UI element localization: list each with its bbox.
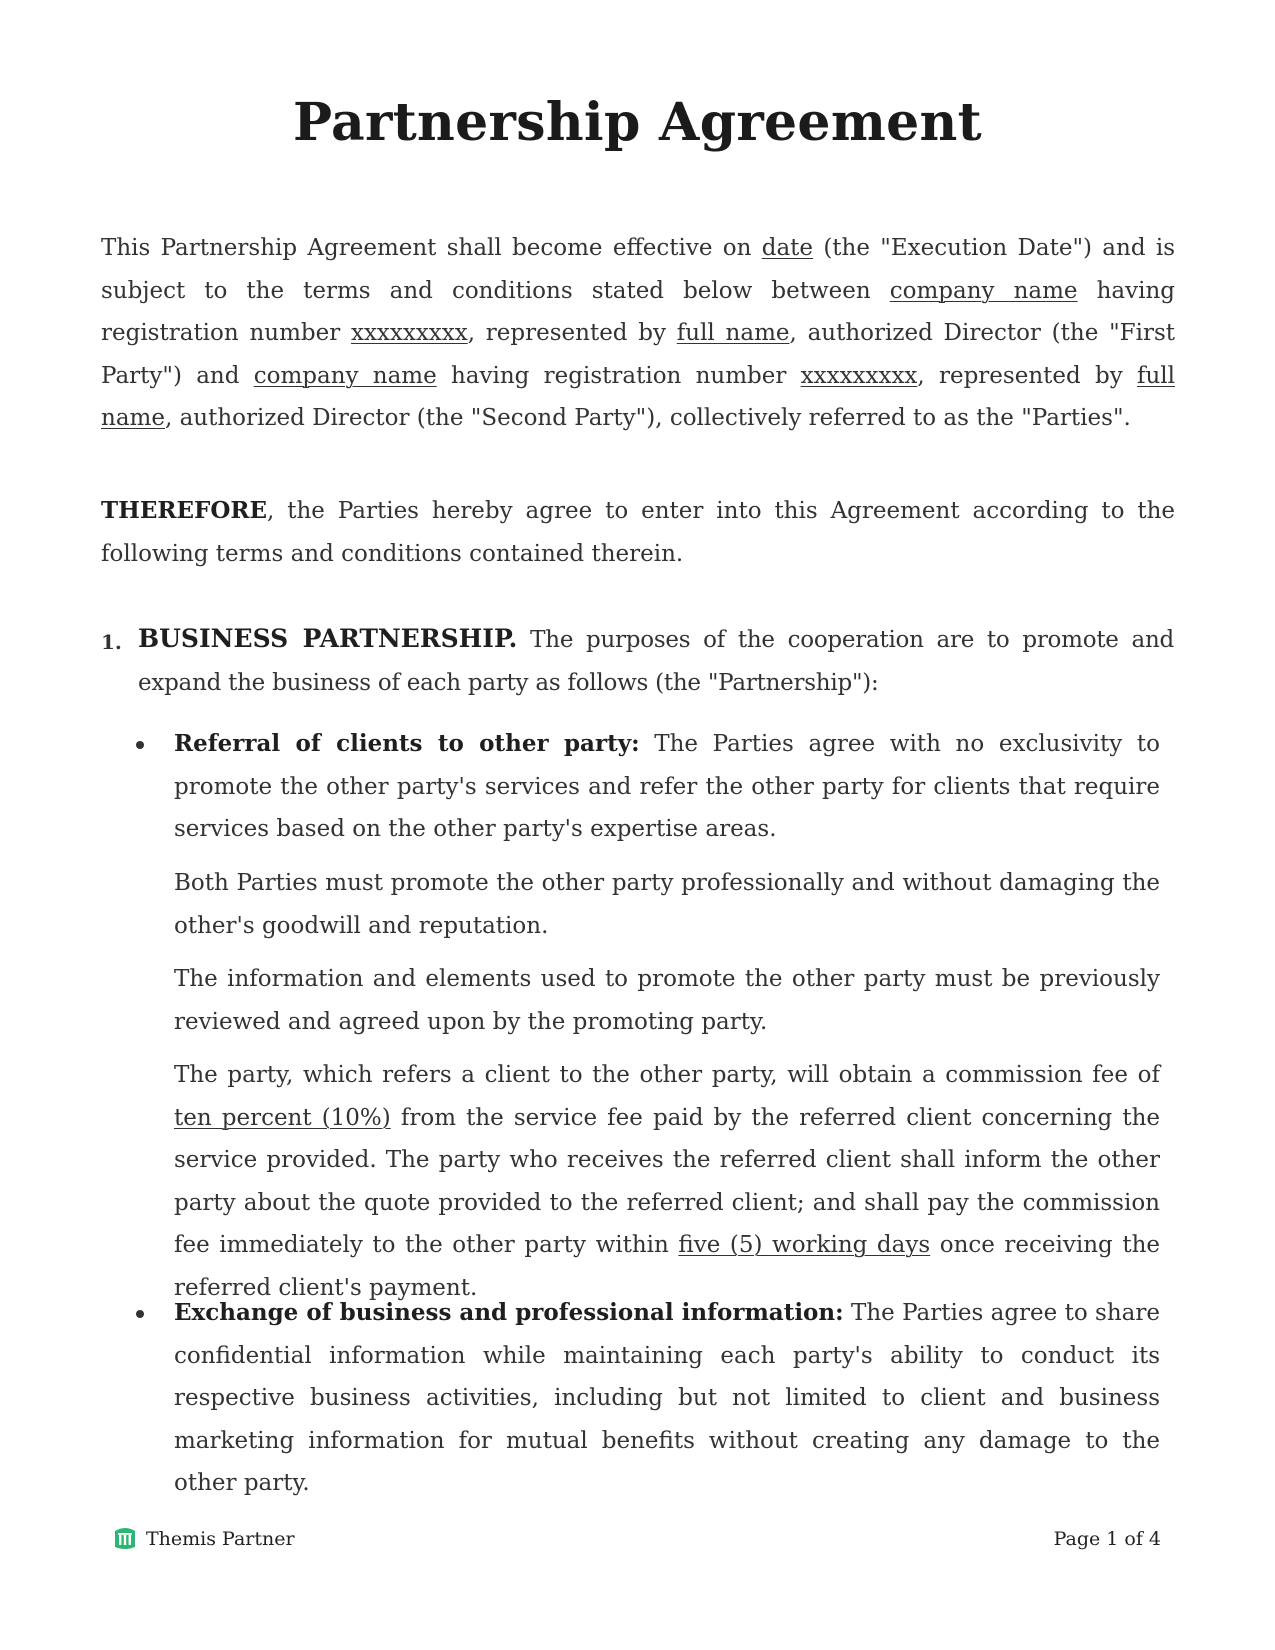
first-company-name-field: company name [889,277,1078,304]
referral-clause [174,723,1160,851]
commission-text: from the service fee paid by the referred client concerning the service provided. The party who receives the referred client shall inform the other party about the quote provided to the referred client; and shall pay the commission fee immediately to the other party within [174,1104,1161,1258]
commission-fee-field: ten percent (10%) [174,1104,391,1131]
therefore-text: , the Parties hereby agree to enter into this Agreement according to the following terms and conditions contained therein. [101,498,1175,567]
information-exchange-heading: Exchange of business and professional information: [174,1299,844,1326]
intro-text: having registration number [101,277,1175,346]
referral-heading: Referral of clients to other party: [174,730,640,757]
bullet-marker [136,741,144,749]
section-title: BUSINESS PARTNERSHIP. [138,624,518,653]
page-number: Page 1 of 4 [1053,1528,1161,1550]
payment-days-field: five (5) working days [678,1232,931,1258]
themis-partner-logo-icon [112,1527,138,1551]
review-paragraph: The information and elements used to promote the other party must be previously reviewed and agreed upon by the promoting party. [174,966,1160,1035]
information-exchange-clause [174,1292,1160,1505]
intro-text: , authorized Director (the "Second Party"), collectively referred to as the "Parties". [164,405,1131,431]
intro-text: , authorized Director (the "First Party") and [101,320,1175,389]
date-field: date [761,235,814,261]
intro-text: , represented by [467,320,677,346]
promotion-paragraph: Both Parties must promote the other party professionally and without damaging the other's goodwill and reputation. [174,870,1160,939]
bullet-marker [136,1310,144,1318]
section-business-partnership [138,618,1174,704]
referral-text: The Parties agree with no exclusivity to promote the other party's services and refer the other party for clients that require services based on the other party's expertise areas. [174,731,1160,842]
intro-text: (the "Execution Date") and is subject to the terms and conditions stated below between [101,235,1175,304]
document-title: Partnership Agreement [293,92,982,153]
commission-paragraph [174,1054,1160,1309]
intro-text: having registration number [436,362,801,389]
intro-text: , represented by [917,362,1137,389]
second-company-name-field: company name [253,362,437,389]
first-full-name-field: full name [676,320,790,346]
information-exchange-text: The Parties agree to share confidential information while maintaining each party's ability to conduct its respective business activities, including but not limited to client and business marketing information for mutual benefits without creating any damage to the other party. [174,1300,1160,1496]
commission-text: The party, which refers a client to the other party, will obtain a commission fee of [174,1062,1160,1088]
footer-brand-name: Themis Partner [146,1528,295,1550]
therefore-paragraph [101,490,1175,575]
intro-paragraph [101,227,1175,440]
section-number: 1. [101,630,122,654]
intro-text: This Partnership Agreement shall become effective on [101,235,762,261]
section-intro-text: The purposes of the cooperation are to promote and expand the business of each party as follows (the "Partnership"): [138,627,1174,696]
therefore-lead: THEREFORE [101,497,268,524]
commission-text: once receiving the referred client's payment. [174,1232,1160,1301]
footer-brand [112,1524,295,1554]
second-full-name-field: full name [101,362,1176,431]
second-registration-number-field: xxxxxxxxx [800,362,918,389]
first-registration-number-field: xxxxxxxxx [350,320,468,346]
